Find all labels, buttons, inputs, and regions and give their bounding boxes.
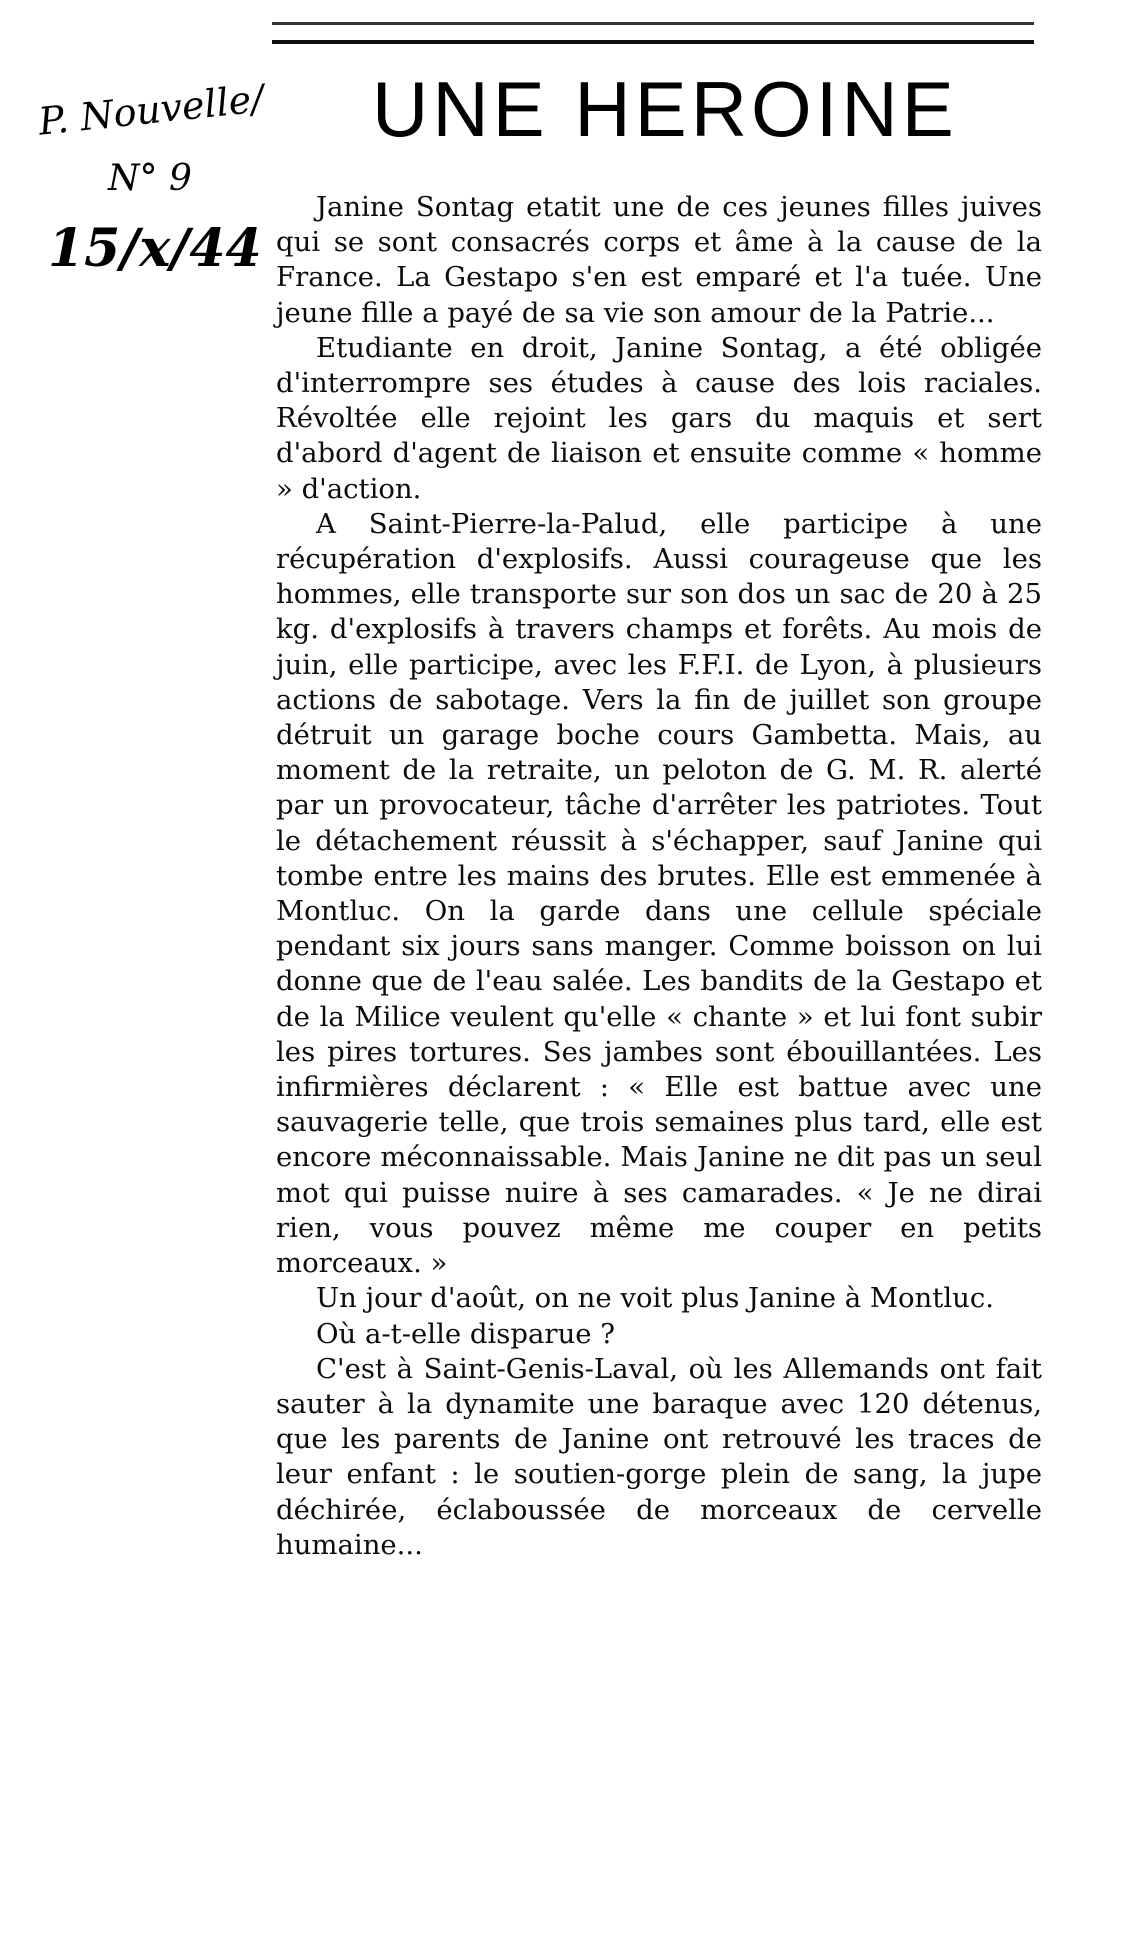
article-paragraph: Où a-t-elle disparue ? <box>316 1317 616 1350</box>
annotation-date: 15/x/44 <box>48 218 262 279</box>
article-paragraph: Un jour d'août, on ne voit plus Janine à Montluc. <box>316 1282 994 1315</box>
article-paragraph: Etudiante en droit, Janine Sontag, a été obligée d'interrompre ses études à cause des lois raciales. Révoltée elle rejoint les gars du maquis et sert d'abord d'agent de liaison et ensuite comme « homme » d'action. <box>276 331 1042 505</box>
annotation-number: N° 9 <box>108 158 192 199</box>
article-paragraph: C'est à Saint-Genis-Laval, où les Allemands ont fait sauter à la dynamite une baraque avec 120 détenus, que les parents de Janine ont retrouvé les traces de leur enfant : le soutien-gorge plein de sang, la jupe déchirée, éclaboussée de morceaux de cervelle humaine... <box>276 1352 1042 1561</box>
article-body <box>276 190 1042 1563</box>
article-paragraph: Janine Sontag etatit une de ces jeunes filles juives qui se sont consacrés corps et âme à la cause de la France. La Gestapo s'en est emparé et l'a tuée. Une jeune fille a payé de sa vie son amour de la Patrie... <box>276 191 1042 329</box>
annotation-source: P. Nouvelle/ <box>36 76 266 144</box>
article-paragraph: A Saint-Pierre-la-Palud, elle participe à une récupération d'explosifs. Aussi courageuse que les hommes, elle transporte sur son dos un sac de 20 à 25 kg. d'explosifs à travers champs et forêts. Au mois de juin, elle participe, avec les F.F.I. de Lyon, à plusieurs actions de sabotage. Vers la fin de juillet son groupe détruit un garage boche cours Gambetta. Mais, au moment de la retraite, un peloton de G. M. R. alerté par un provocateur, tâche d'arrêter les patriotes. Tout le détachement réussit à s'échapper, sauf Janine qui tombe entre les mains des brutes. Elle est emmenée à Montluc. On la garde dans une cellule spéciale pendant six jours sans manger. Comme boisson on lui donne que de l'eau salée. Les bandits de la Gestapo et de la Milice veulent qu'elle « chante » et lui font subir les pires tortures. Ses jambes sont ébouillantées. Les infirmières déclarent : « Elle est battue avec une sauvagerie telle, que trois semaines plus tard, elle est encore méconnaissable. Mais Janine ne dit pas un seul mot qui puisse nuire à ses camarades. « Je ne dirai rien, vous pouvez même me couper en petits morceaux. » <box>276 507 1042 1280</box>
top-rule-thick <box>272 40 1034 44</box>
top-rule <box>272 22 1034 25</box>
article-headline: UNE HEROINE <box>372 65 958 153</box>
